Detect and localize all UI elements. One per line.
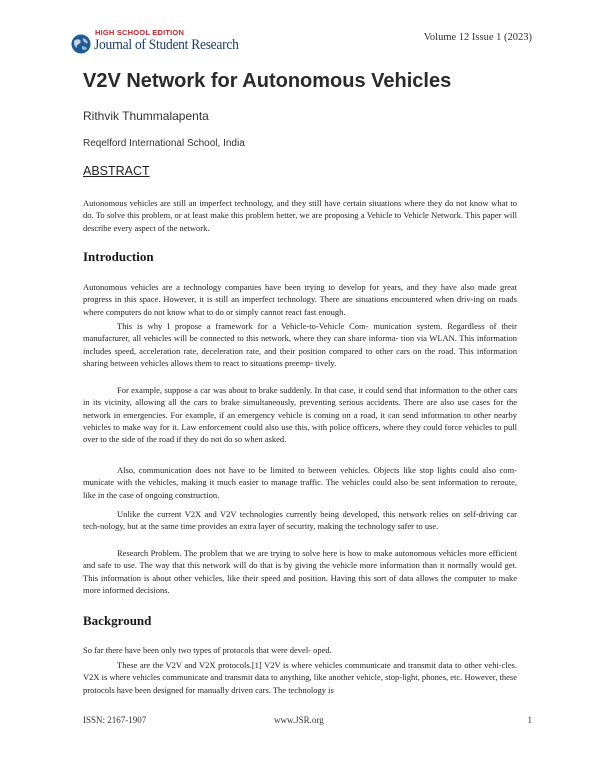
author-name: Rithvik Thummalapenta (83, 109, 209, 123)
introduction-paragraph: For example, suppose a car was about to brake suddenly. In that case, it could send that information to the other cars in its vicinity, allowing all the cars to brake simultaneously, preventing serious accidents. There are also use cases for the network in emergencies. For example, if an emergency vehicle is coming on a road, it can send information to other nearby vehicles to make way for it. Law enforcement could also use this, with police officers, where they could force vehicles to pull over to the side of the road if they do not do so when asked. (83, 385, 517, 445)
introduction-heading: Introduction (83, 249, 154, 264)
background-heading: Background (83, 613, 152, 628)
introduction-paragraph: This is why I propose a framework for a Vehicle-to-Vehicle Com- munication system. Regardless of their manufacturer, all vehicles will be connected to this network, where they can share informa- tion via WLAN. This information includes speed, acceleration rate, deceleration rate, and their position compared to other cars on the road. This information sharing between vehicles allows them to react to situations preemp- tively. (83, 321, 517, 368)
footer-website: www.JSR.org (274, 715, 324, 725)
introduction-paragraph: Autonomous vehicles are a technology companies have been trying to develop for years, and they have also made great progress in this space. However, it is still an imperfect technology. There are situations encountered when driv-ing on roads where computers do not know what to do or simply cannot react fast enough. (83, 282, 517, 317)
research-problem-paragraph: Research Problem. The problem that we are trying to solve here is how to make autonomous vehicles more efficient and safe to use. The way that this network will do that is by giving the vehicle more information than it normally would get. This information is about other vehicles, like their speed and position. Having this sort of data allows the computer to make more informed decisions. (83, 548, 517, 595)
footer-issn: ISSN: 2167-1907 (83, 715, 147, 725)
background-paragraph: These are the V2V and V2X protocols.[1] V2V is where vehicles communicate and transmit data to other vehi-cles. V2X is where vehicles communicate and transmit data to anything, like another vehicle, stop-light, phones, etc. However, these protocols have been designed for manually driven cars. The technology is (83, 660, 517, 695)
abstract-text: Autonomous vehicles are still an imperfect technology, and they still have certain situations where they do not know what to do. To solve this problem, or at least make this problem better, we are proposing a Vehicle to Vehicle Network. This paper will describe every aspect of the network. (83, 198, 517, 233)
globe-icon (71, 34, 91, 54)
abstract-heading: ABSTRACT (83, 164, 150, 178)
page-number: 1 (527, 715, 532, 725)
author-affiliation: Reqelford International School, India (83, 138, 245, 149)
journal-name: Journal of Student Research (94, 37, 239, 53)
paper-title: V2V Network for Autonomous Vehicles (83, 70, 452, 92)
introduction-paragraph: Also, communication does not have to be limited to between vehicles. Objects like stop lights could also com-municate with the vehicles, making it much easier to manage traffic. The vehicles could also be sent information to reroute, like in the case of ongoing construction. (83, 465, 517, 500)
volume-info: Volume 12 Issue 1 (2023) (423, 32, 532, 43)
journal-logo (68, 26, 268, 60)
introduction-paragraph: Unlike the current V2X and V2V technologies currently being developed, this network relies on self-driving car tech-nology, but at the same time provides an extra layer of security, making the technology safer to use. (83, 509, 517, 532)
background-paragraph: So far there have been only two types of protocols that were devel- oped. (83, 645, 332, 655)
journal-edition: HIGH SCHOOL EDITION (95, 28, 185, 37)
